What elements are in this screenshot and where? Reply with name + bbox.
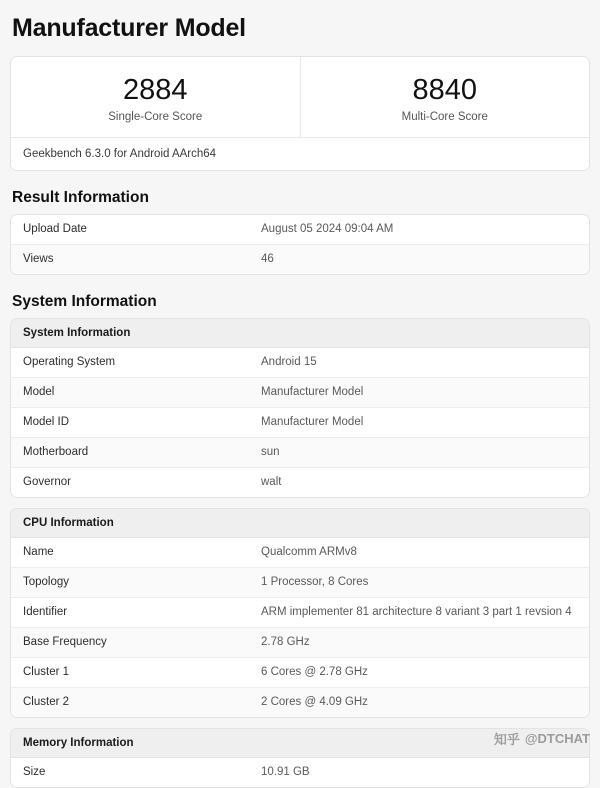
table-row (11, 627, 589, 657)
benchmark-version: Geekbench 6.3.0 for Android AArch64 (11, 137, 589, 170)
row-key: Views (23, 253, 54, 265)
result-information-heading: Result Information (12, 189, 149, 206)
row-value: August 05 2024 09:04 AM (261, 223, 394, 235)
row-key: Name (23, 546, 54, 558)
table-header: Memory Information (11, 729, 589, 758)
table-header: CPU Information (11, 509, 589, 538)
row-value: sun (261, 446, 280, 458)
row-key: Governor (23, 476, 71, 488)
page-title: Manufacturer Model (12, 14, 246, 42)
cpu-information-table (10, 508, 590, 718)
row-key: Size (23, 766, 46, 778)
row-value: Android 15 (261, 356, 317, 368)
zhihu-logo: 知乎 (493, 733, 520, 748)
score-row (11, 57, 589, 137)
row-value: 1 Processor, 8 Cores (261, 576, 369, 588)
table-row (11, 657, 589, 687)
row-value: 6 Cores @ 2.78 GHz (261, 666, 368, 678)
row-key: Model ID (23, 416, 70, 428)
table-row (11, 407, 589, 437)
row-key: Identifier (23, 606, 68, 618)
row-value: ARM implementer 81 architecture 8 variant 3 part 1 revsion 4 (261, 606, 572, 618)
result-information-table (10, 214, 590, 275)
table-row (11, 687, 589, 717)
row-value: 2.78 GHz (261, 636, 310, 648)
row-key: Motherboard (23, 446, 89, 458)
table-header: System Information (11, 319, 589, 348)
single-core-label: Single-Core Score (108, 111, 203, 123)
system-information-heading: System Information (12, 293, 157, 310)
score-summary-card (10, 56, 590, 171)
row-key: Base Frequency (23, 636, 107, 648)
table-row (11, 758, 589, 787)
table-row (11, 538, 589, 567)
row-key: Operating System (23, 356, 116, 368)
system-information-table (10, 318, 590, 498)
watermark-handle: @DTCHAT (524, 731, 590, 746)
row-key: Cluster 2 (23, 696, 70, 708)
row-value: walt (261, 476, 282, 488)
multi-core-score (300, 57, 590, 137)
row-value: Manufacturer Model (261, 416, 364, 428)
table-row (11, 437, 589, 467)
row-key: Model (23, 386, 55, 398)
row-key: Cluster 1 (23, 666, 70, 678)
table-row (11, 348, 589, 377)
multi-core-label: Multi-Core Score (401, 111, 488, 123)
table-row (11, 597, 589, 627)
single-core-value: 2884 (122, 74, 188, 106)
table-row (11, 567, 589, 597)
table-row (11, 244, 589, 274)
single-core-score (11, 57, 300, 137)
table-row (11, 467, 589, 497)
row-value: Qualcomm ARMv8 (261, 546, 357, 558)
watermark (494, 729, 590, 748)
row-value: 10.91 GB (261, 766, 310, 778)
row-key: Upload Date (23, 223, 87, 235)
row-key: Topology (23, 576, 70, 588)
multi-core-value: 8840 (412, 74, 477, 106)
row-value: 2 Cores @ 4.09 GHz (261, 696, 368, 708)
table-row (11, 377, 589, 407)
table-row (11, 215, 589, 244)
row-value: Manufacturer Model (261, 386, 364, 398)
row-value: 46 (261, 253, 274, 265)
